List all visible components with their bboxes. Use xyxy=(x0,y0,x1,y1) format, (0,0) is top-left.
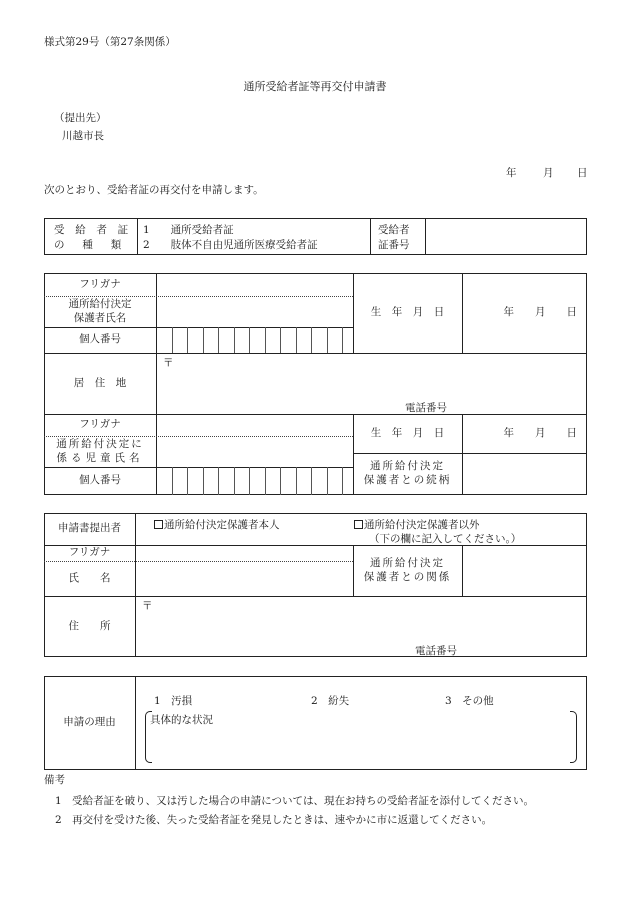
submitter-label: 申請書提出者 xyxy=(58,522,121,535)
child-personal-number-input[interactable] xyxy=(157,468,352,494)
guardian-personal-number-label: 個人番号 xyxy=(79,333,121,346)
notes-heading: 備考 xyxy=(44,774,65,786)
submitter-name-input[interactable] xyxy=(136,546,352,595)
submitter-option-other[interactable] xyxy=(354,517,480,532)
submitter-address-input[interactable] xyxy=(136,612,586,640)
cert-option-2[interactable]: 2 肢体不自由児通所医療受給者証 xyxy=(143,239,318,251)
child-name-label xyxy=(44,436,156,467)
child-relation-label-2: 保護者との続柄 xyxy=(363,474,452,486)
submitter-name-label: 氏 名 xyxy=(68,571,111,584)
guardian-furigana-label: フリガナ xyxy=(79,277,121,290)
cert-option-1[interactable]: 1 通所受給者証 xyxy=(143,224,234,236)
submitter-furigana-label: フリガナ xyxy=(68,546,111,559)
submitter-relation-input[interactable] xyxy=(463,546,586,595)
submitter-relation-label-1: 通所給付決定 xyxy=(370,556,445,569)
submitter-option-other-note: （下の欄に記入してください。） xyxy=(369,533,522,545)
guardian-name-label-2: 保護者氏名 xyxy=(73,311,127,324)
child-birth-label: 生 年 月 日 xyxy=(370,426,445,439)
child-furigana-label: フリガナ xyxy=(79,418,121,431)
recipient-name: 川越市長 xyxy=(62,130,104,142)
guardian-name-input[interactable] xyxy=(157,274,352,326)
date-year: 年 xyxy=(506,167,517,179)
date-month: 月 xyxy=(543,167,554,179)
reason-option-2[interactable]: 2 紛失 xyxy=(311,695,350,707)
reason-option-3[interactable]: 3 その他 xyxy=(445,695,494,707)
form-number: 様式第29号（第27条関係） xyxy=(44,36,176,48)
cert-number-label-2: 証番号 xyxy=(378,239,410,251)
cert-type-label-1: 受 給 者 証 xyxy=(54,224,132,236)
reason-detail-label: 具体的な状況 xyxy=(150,714,213,726)
submitter-relation-label xyxy=(353,545,462,596)
guardian-phone-label: 電話番号 xyxy=(405,402,447,414)
cert-number-label-1: 受給者 xyxy=(378,224,410,236)
guardian-address-input[interactable] xyxy=(157,368,585,398)
detail-bracket-right xyxy=(570,711,577,763)
intro-text: 次のとおり、受給者証の再交付を申請します。 xyxy=(44,184,264,196)
submitter-phone-label: 電話番号 xyxy=(415,645,457,657)
reason-option-1[interactable]: 1 汚損 xyxy=(154,695,193,707)
submitter-postal-mark-icon: 〒 xyxy=(142,600,153,612)
date-day: 日 xyxy=(577,167,588,179)
guardian-name-label xyxy=(44,296,156,327)
submitter-option-self-label: 通所給付決定保護者本人 xyxy=(164,519,280,531)
submitter-option-other-label: 通所給付決定保護者以外 xyxy=(364,519,480,531)
submitter-relation-label-2: 保護者との関係 xyxy=(363,570,452,583)
cert-type-label-2: の 種 類 xyxy=(54,239,125,251)
form-title: 通所受給者証等再交付申請書 xyxy=(243,80,387,93)
child-personal-number-label: 個人番号 xyxy=(79,474,121,487)
child-relation-label xyxy=(353,453,462,495)
guardian-address-label: 居 住 地 xyxy=(73,376,127,389)
note-item-2: 2 再交付を受けた後、失った受給者証を発見したときは、速やかに市に返還してください。 xyxy=(55,814,493,826)
reason-label: 申請の理由 xyxy=(63,716,116,729)
child-name-input[interactable] xyxy=(157,415,352,466)
checkbox-self-icon[interactable] xyxy=(154,520,163,529)
child-relation-input[interactable] xyxy=(463,454,586,494)
checkbox-other-icon[interactable] xyxy=(354,520,363,529)
recipient-label: （提出先） xyxy=(54,112,107,124)
child-name-label-1: 通所給付決定に xyxy=(56,437,144,450)
reason-detail-input[interactable] xyxy=(154,728,566,760)
submitter-option-self[interactable] xyxy=(154,517,280,532)
child-birth-value[interactable]: 年 月 日 xyxy=(503,426,577,439)
note-item-1: 1 受給者証を破り、又は汚した場合の申請については、現在お持ちの受給者証を添付してください。 xyxy=(55,795,534,807)
postal-mark-icon: 〒 xyxy=(163,357,174,369)
child-name-label-2: 係る児童氏名 xyxy=(56,451,144,464)
guardian-personal-number-input[interactable] xyxy=(157,328,352,352)
guardian-birth-label: 生 年 月 日 xyxy=(370,306,445,319)
guardian-birth-value[interactable]: 年 月 日 xyxy=(503,306,577,319)
submitter-address-label: 住 所 xyxy=(68,619,111,632)
cert-number-input[interactable] xyxy=(426,219,586,254)
guardian-name-label-1: 通所給付決定 xyxy=(68,297,132,310)
child-relation-label-1: 通所給付決定 xyxy=(370,460,445,473)
